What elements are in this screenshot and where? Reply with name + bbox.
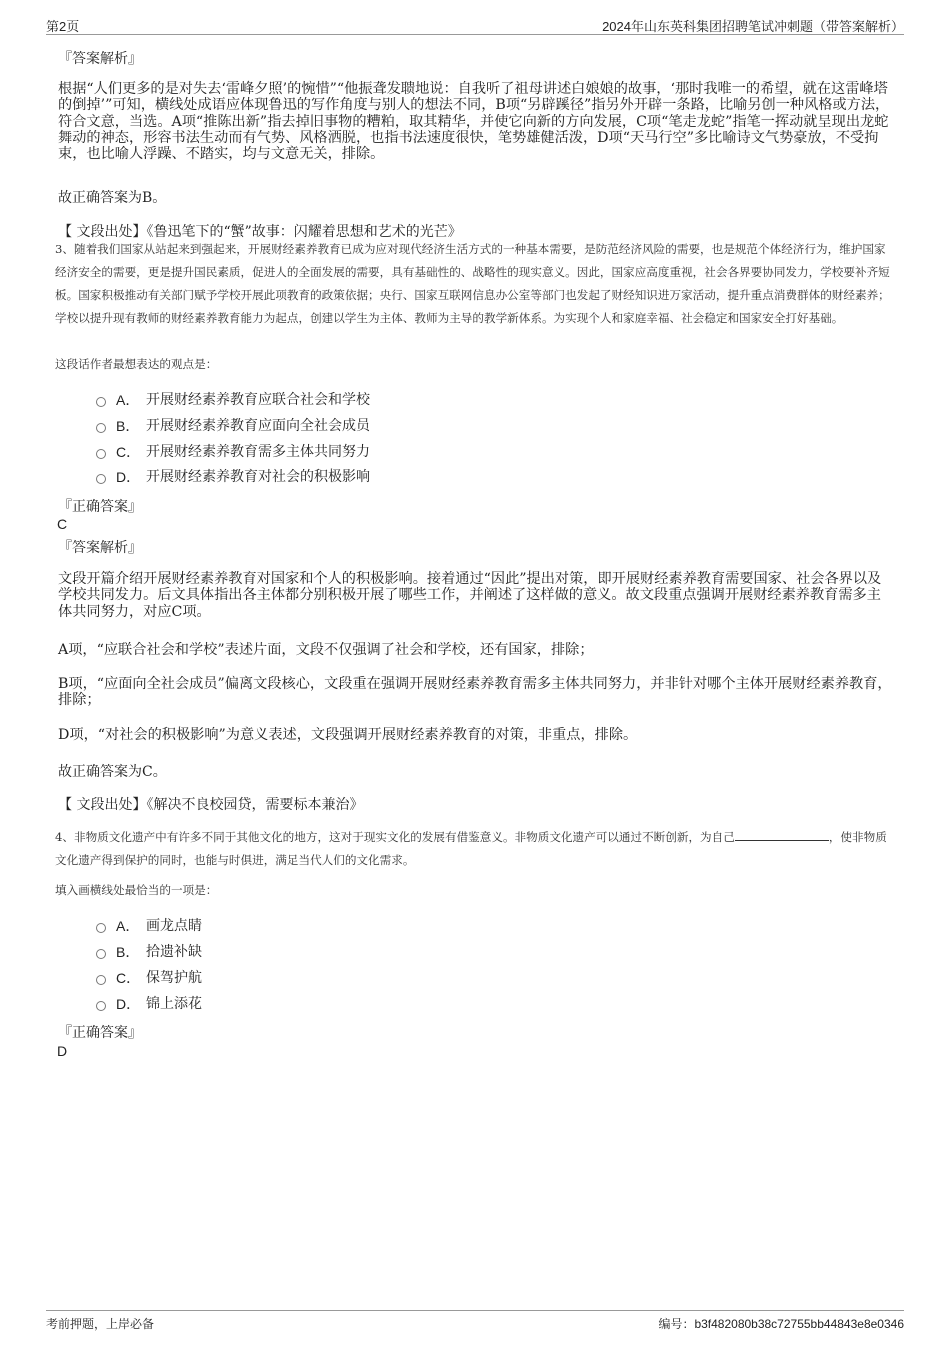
q4-passage-before: 4、非物质文化遗产中有许多不同于其他文化的地方，这对于现实文化的发展有借鉴意义。非物质文化遗产可以通过不断创新，为自己: [55, 830, 735, 844]
q3-analysis-d: D项，“对社会的积极影响”为意义表述，文段强调开展财经素养教育的对策，非重点，排除。: [58, 727, 638, 743]
option-text: 开展财经素养教育需多主体共同努力: [146, 444, 370, 460]
radio-icon[interactable]: [96, 474, 106, 484]
q4-option-a[interactable]: [96, 915, 202, 937]
option-letter: B．: [116, 418, 140, 434]
q3-option-d[interactable]: [96, 466, 370, 488]
option-text: 拾遗补缺: [146, 944, 202, 960]
radio-icon[interactable]: [96, 397, 106, 407]
radio-icon[interactable]: [96, 923, 106, 933]
radio-icon[interactable]: [96, 1001, 106, 1011]
option-letter: B．: [116, 944, 140, 960]
option-text: 开展财经素养教育对社会的积极影响: [146, 469, 370, 485]
q2-analysis-label: 『答案解析』: [58, 51, 142, 67]
q3-analysis-b: B项，“应面向全社会成员”偏离文段核心，文段重在强调开展财经素养教育需多主体共同努力，并非针对哪个主体开展财经素养教育，排除；: [58, 676, 892, 709]
option-text: 开展财经素养教育应面向全社会成员: [146, 418, 370, 434]
q3-option-b[interactable]: [96, 415, 370, 437]
q3-analysis-a: A项，“应联合社会和学校”表述片面，文段不仅强调了社会和学校，还有国家，排除；: [58, 642, 594, 658]
q3-analysis-label: 『答案解析』: [58, 540, 142, 556]
q2-analysis-text: 根据“人们更多的是对失去‘雷峰夕照’的惋惜”“他振聋发聩地说：自我听了祖母讲述白娘娘的故事，‘那时我唯一的希望，就在这雷峰塔的倒掉’”可知，横线处成语应体现鲁迅的写作角度与别人的想法不同，B项“另辟蹊径”指另外开辟一条路，比喻另创一种风格或方法，符合文意，当选。A项“推陈出新”指去掉旧事物的糟粕，取其精华，并使它向新的方向发展，C项“笔走龙蛇”指笔一挥动就呈现出龙蛇舞动的神态，形容书法生动而有气势、风格洒脱，也指书法速度很快，笔势雄健活泼，D项“天马行空”多比喻诗文气势豪放，不受拘束，也比喻人浮躁、不踏实，均与文意无关，排除。: [58, 81, 890, 163]
q3-answer-label: 『正确答案』: [58, 499, 142, 515]
q4-answer-label: 『正确答案』: [58, 1025, 142, 1041]
option-text: 开展财经素养教育应联合社会和学校: [146, 392, 370, 408]
page-number: 第2页: [46, 19, 80, 34]
q2-source: 【 文段出处】《鲁迅笔下的“蟹”故事：闪耀着思想和艺术的光芒》: [58, 224, 462, 240]
document-title: 2024年山东英科集团招聘笔试冲刺题（带答案解析）: [602, 19, 904, 34]
page-header: [46, 14, 904, 35]
q3-answer: C: [57, 516, 68, 532]
option-letter: A．: [116, 918, 140, 934]
footer-serial: 编号：b3f482080b38c72755bb44843e8e0346: [658, 1317, 904, 1331]
option-letter: C．: [116, 444, 141, 460]
q4-option-b[interactable]: [96, 941, 202, 963]
option-letter: D．: [116, 996, 141, 1012]
q4-passage-after: ，使非物质文化遗产得到保护的同时，也能与时俱进，满足当代人们的文化需求。: [55, 830, 887, 867]
q3-analysis-text: 文段开篇介绍开展财经素养教育对国家和个人的积极影响。接着通过“因此”提出对策，即开展财经素养教育需要国家、社会各界以及学校共同发力。后文具体指出各主体都分别积极开展了哪些工作，并阐述了这样做的意义。故文段重点强调开展财经素养教育需多主体共同努力，对应C项。: [58, 571, 882, 620]
q2-conclusion: 故正确答案为B。: [58, 190, 167, 206]
option-text: 画龙点睛: [146, 918, 202, 934]
radio-icon[interactable]: [96, 949, 106, 959]
page-footer: [46, 1310, 904, 1335]
q4-option-c[interactable]: [96, 967, 202, 989]
q3-option-c[interactable]: [96, 441, 370, 463]
option-letter: C．: [116, 970, 141, 986]
q4-prompt: 填入画横线处最恰当的一项是：: [55, 883, 218, 897]
option-letter: A．: [116, 392, 140, 408]
radio-icon[interactable]: [96, 975, 106, 985]
q3-prompt: 这段话作者最想表达的观点是：: [55, 357, 218, 371]
q3-option-a[interactable]: [96, 389, 370, 411]
q4-answer: D: [57, 1043, 68, 1059]
option-text: 保驾护航: [146, 970, 202, 986]
q3-passage: 3、随着我们国家从站起来到强起来，开展财经素养教育已成为应对现代经济生活方式的一种基本需要，是防范经济风险的需要，也是规范个体经济行为，维护国家经济安全的需要，更是提升国民素质，促进人的全面发展的需要，具有基础性的、战略性的现实意义。因此，国家应高度重视，社会各界要协同发力，学校要补齐短板。国家积极推动有关部门赋予学校开展此项教育的政策依据；央行、国家互联网信息办公室等部门也发起了财经知识进万家活动，提升重点消费群体的财经素养；学校以提升现有教师的财经素养教育能力为起点，创建以学生为主体、教师为主导的教学新体系。为实现个人和家庭幸福、社会稳定和国家安全打好基础。: [55, 242, 890, 325]
option-text: 锦上添花: [146, 996, 202, 1012]
q4-passage: [55, 826, 895, 872]
q4-option-d[interactable]: [96, 993, 202, 1015]
q3-source: 【 文段出处】《解决不良校园贷，需要标本兼治》: [58, 797, 364, 813]
option-letter: D．: [116, 469, 141, 485]
radio-icon[interactable]: [96, 449, 106, 459]
radio-icon[interactable]: [96, 423, 106, 433]
fill-blank: [735, 828, 829, 841]
q3-conclusion: 故正确答案为C。: [58, 764, 167, 780]
footer-slogan: 考前押题，上岸必备: [46, 1317, 155, 1331]
